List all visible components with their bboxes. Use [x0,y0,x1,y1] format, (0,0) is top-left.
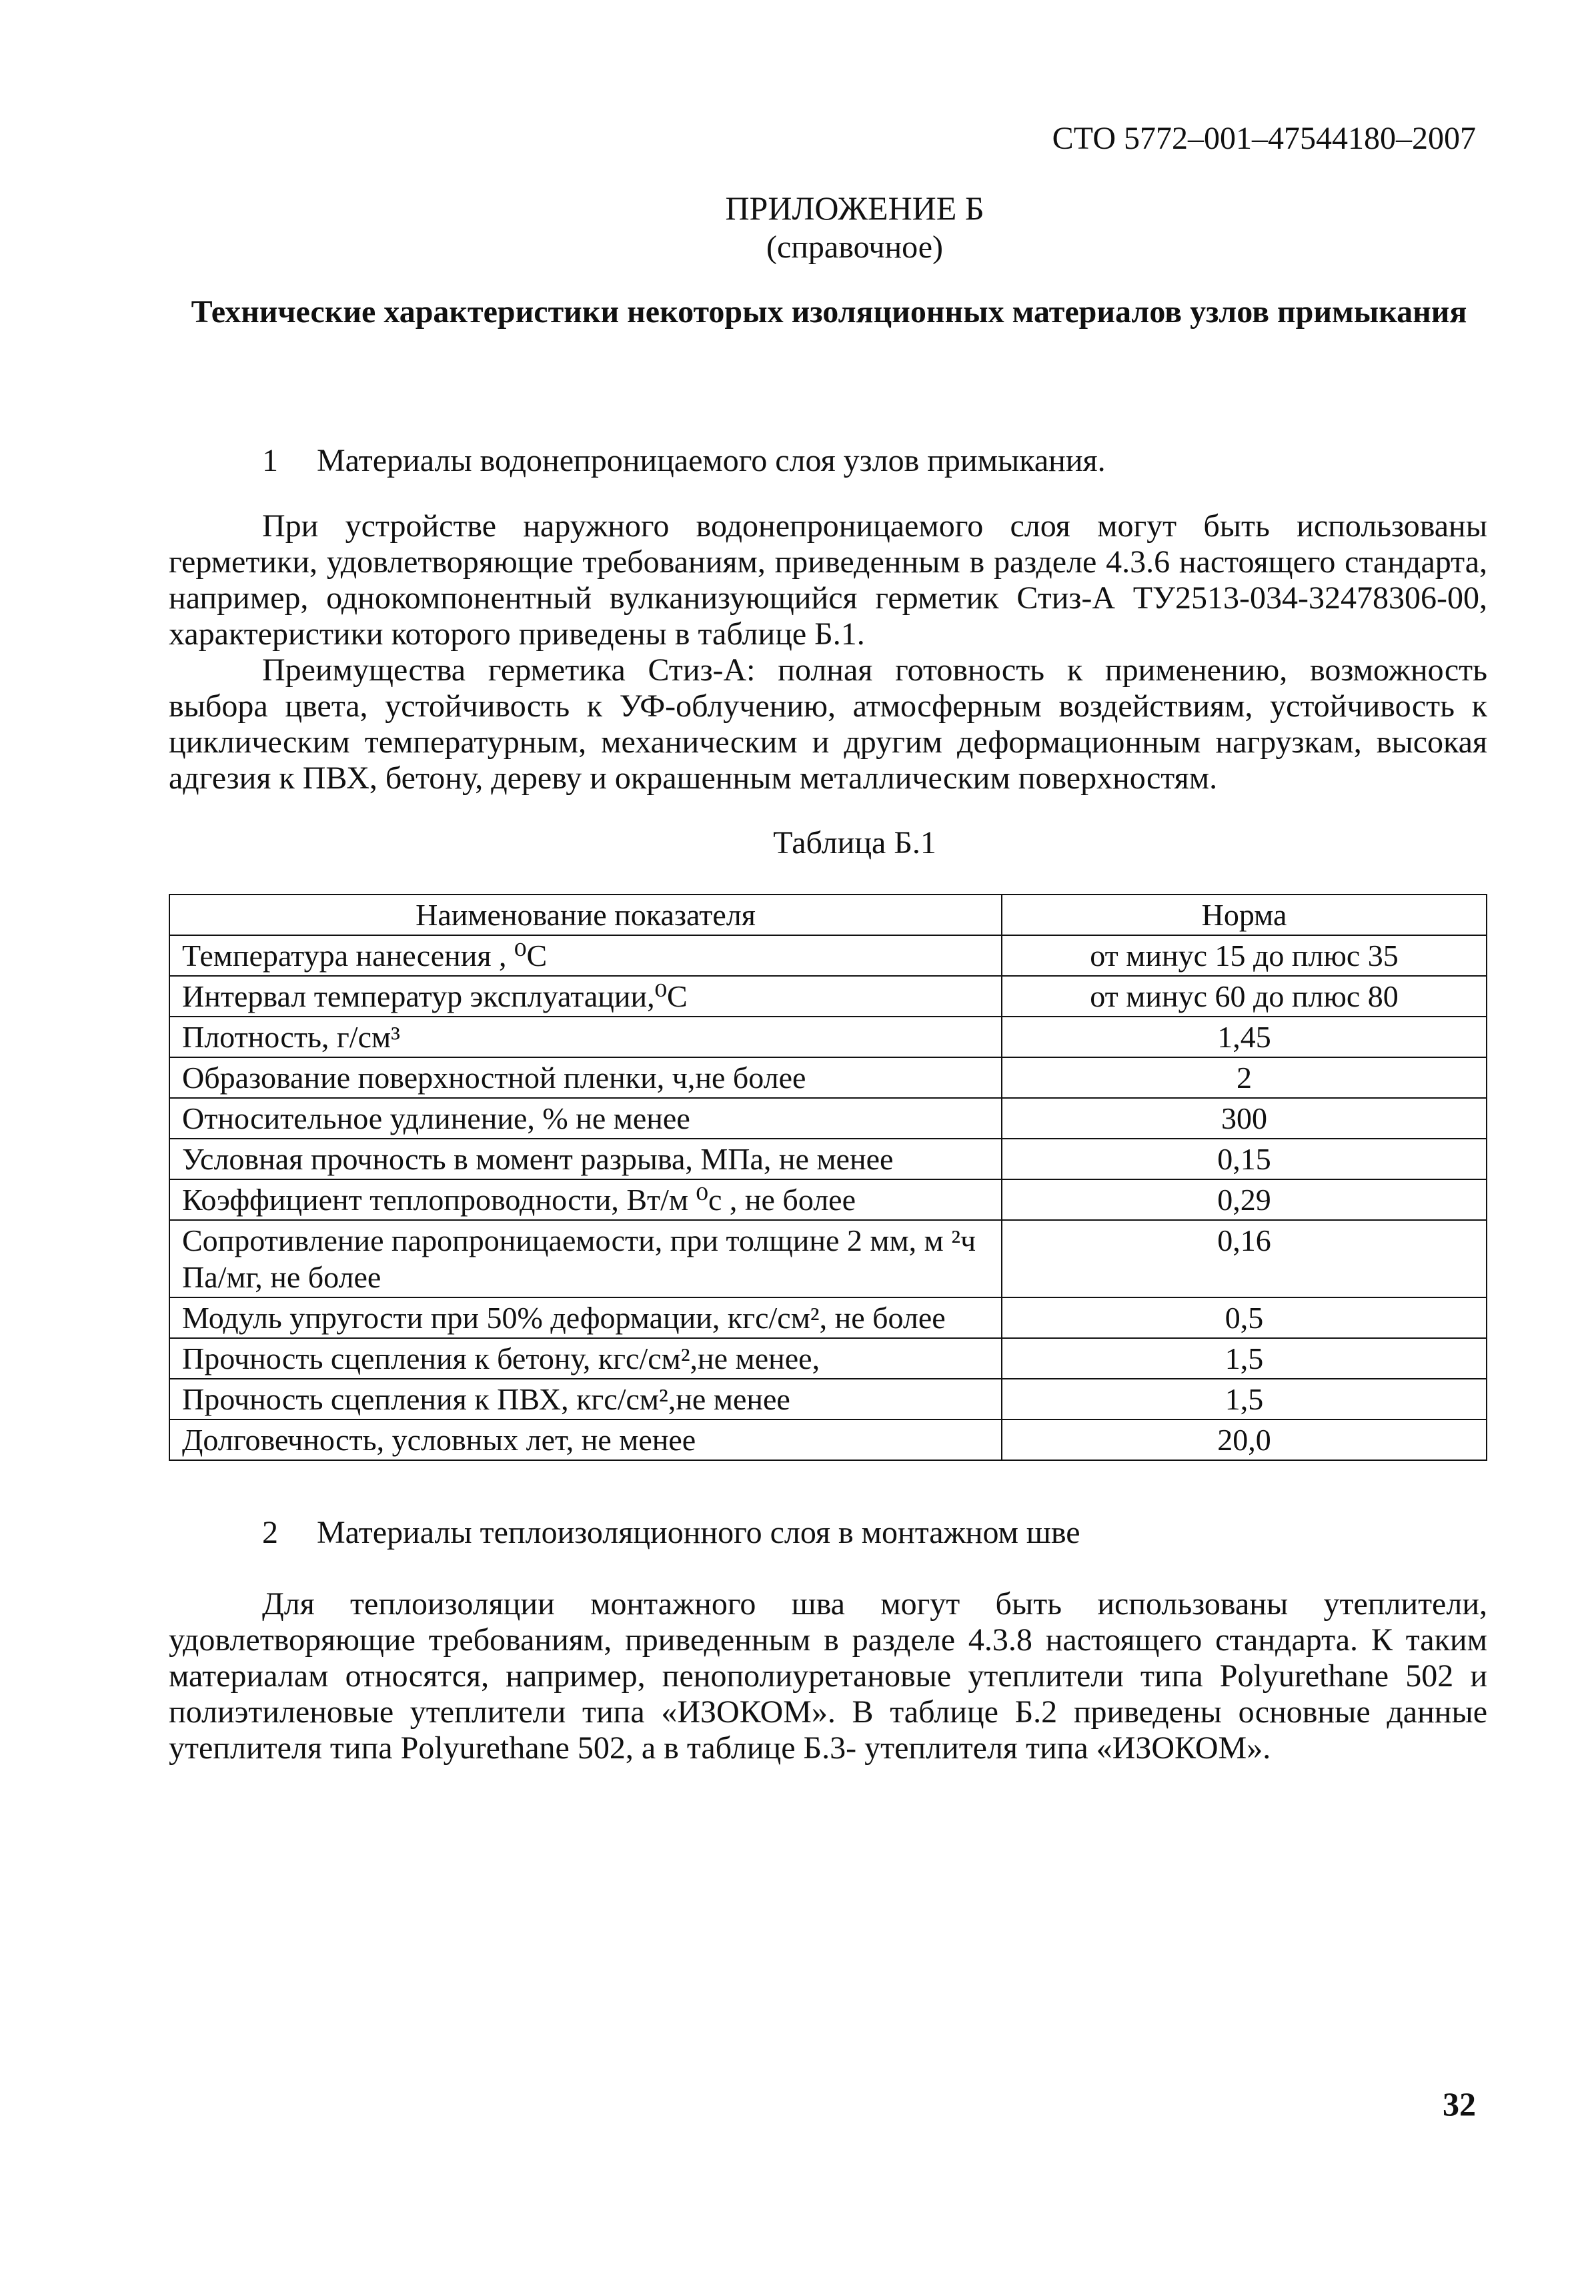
table-row [169,1379,1487,1419]
property-name: Долговечность, условных лет, не менее [169,1419,1002,1460]
table-row [169,1057,1487,1098]
property-value: 1,45 [1002,1017,1487,1057]
property-value: 0,29 [1002,1179,1487,1220]
section-1-number: 1 [262,443,278,478]
column-header-name: Наименование показателя [169,895,1002,935]
table-row [169,1419,1487,1460]
table-header-row [169,895,1487,935]
table-row [169,1098,1487,1139]
section-1-paragraph-2: Преимущества герметика Стиз-А: полная готовность к применению, возможность выбора цвета, устойчивость к УФ-облучению, атмосферным воздействиям, устойчивость к циклическим температурным, механическим и другим деформационным нагрузкам, высокая адгезия к ПВХ, бетону, дереву и окрашенным металлическим поверхностям. [169,652,1487,796]
section-2-number: 2 [262,1515,278,1550]
property-value: 20,0 [1002,1419,1487,1460]
property-name: Сопротивление паропроницаемости, при толщине 2 мм, м ²ч Па/мг, не более [169,1220,1002,1297]
table-row [169,976,1487,1017]
property-name: Условная прочность в момент разрыва, МПа, не менее [169,1139,1002,1179]
table-row [169,935,1487,976]
property-value: 1,5 [1002,1338,1487,1379]
table-caption: Таблица Б.1 [773,825,936,860]
property-value: 300 [1002,1098,1487,1139]
property-value: 0,5 [1002,1297,1487,1338]
properties-table [169,894,1487,1461]
main-heading: Технические характеристики некоторых изоляционных материалов узлов примыкания [191,294,1467,330]
property-name: Плотность, г/см³ [169,1017,1002,1057]
table-row [169,1297,1487,1338]
property-name: Относительное удлинение, % не менее [169,1098,1002,1139]
document-code: СТО 5772–001–47544180–2007 [1052,121,1476,156]
property-name: Прочность сцепления к ПВХ, кгс/см²,не менее [169,1379,1002,1419]
property-value: 0,15 [1002,1139,1487,1179]
section-1-paragraph-1: При устройстве наружного водонепроницаемого слоя могут быть использованы герметики, удовлетворяющие требованиям, приведенным в разделе 4.3.6 настоящего стандарта, например, однокомпонентный вулканизующийся герметик Стиз-А ТУ2513-034-32478306-00, характеристики которого приведены в таблице Б.1. [169,508,1487,652]
appendix-subtitle: (справочное) [766,229,944,265]
section-2-heading [262,1514,1080,1551]
section-1-title: Материалы водонепроницаемого слоя узлов примыкания. [317,443,1106,478]
property-name: Образование поверхностной пленки, ч,не более [169,1057,1002,1098]
appendix-title: ПРИЛОЖЕНИЕ Б [725,189,984,227]
section-2-paragraph-1: Для теплоизоляции монтажного шва могут быть использованы утеплители, удовлетворяющие требованиям, приведенным в разделе 4.3.8 настоящего стандарта. К таким материалам относятся, например, пенополиуретановые утеплители типа Polyurethane 502 и полиэтиленовые утеплители типа «ИЗОКОМ». В таблице Б.2 приведены основные данные утеплителя типа Polyurethane 502, а в таблице Б.3- утеплителя типа «ИЗОКОМ». [169,1586,1487,1766]
property-value: от минус 15 до плюс 35 [1002,935,1487,976]
property-value: 2 [1002,1057,1487,1098]
section-1-heading [262,442,1106,479]
property-value: 1,5 [1002,1379,1487,1419]
table-row [169,1338,1487,1379]
property-value: от минус 60 до плюс 80 [1002,976,1487,1017]
property-name: Температура нанесения , ⁰С [169,935,1002,976]
section-2-title: Материалы теплоизоляционного слоя в монтажном шве [317,1515,1080,1550]
property-name: Прочность сцепления к бетону, кгс/см²,не менее, [169,1338,1002,1379]
page-number: 32 [1443,2085,1476,2123]
property-name: Модуль упругости при 50% деформации, кгс/см², не более [169,1297,1002,1338]
table-row [169,1017,1487,1057]
property-name: Коэффициент теплопроводности, Вт/м ⁰с , не более [169,1179,1002,1220]
table-row [169,1179,1487,1220]
property-name: Интервал температур эксплуатации,⁰С [169,976,1002,1017]
table-row [169,1220,1487,1297]
table-row [169,1139,1487,1179]
column-header-norm: Норма [1002,895,1487,935]
property-value: 0,16 [1002,1220,1487,1297]
